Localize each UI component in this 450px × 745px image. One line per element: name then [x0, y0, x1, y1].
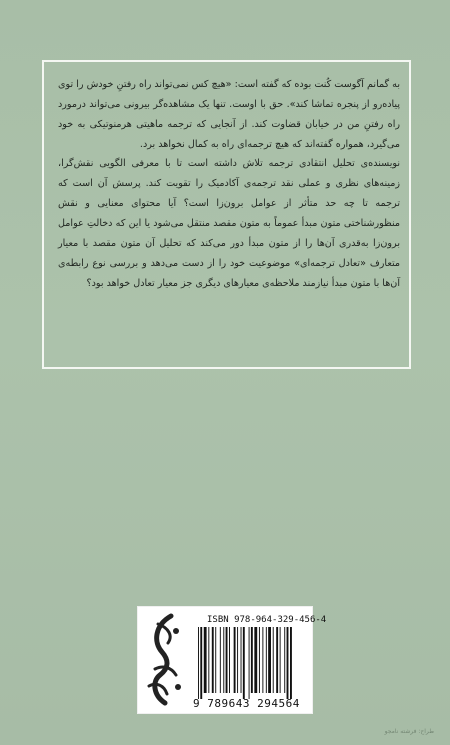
barcode-bar: [223, 627, 224, 693]
barcode-bar: [241, 627, 242, 693]
barcode-bar: [276, 627, 278, 693]
barcode-bar: [254, 627, 257, 693]
barcode-bar: [229, 627, 230, 693]
barcode-bar: [220, 627, 221, 693]
barcode-number: 9 789643 294564: [193, 697, 300, 710]
barcode-bar: [237, 627, 238, 693]
barcode-bar: [280, 627, 281, 693]
barcode-bar: [198, 627, 199, 699]
blurb-paragraph-1: به گمانم آگوست کُنت بوده که گفته است: «هیچ کس نمی‌تواند راه رفتنِ خودش را توی پیاده‌رو از پنجره تماشا کند». حق با اوست. تنها یک مشاهده‌گر بیرونی می‌تواند درمورد راه رفتنِ من در خیابان قضاوت کند. از آنجایی که ترجمه ماهیتی هرمنوتیکی به خود می‌گیرد، همواره گفته‌اند که هیچ ترجمه‌ای راه به کمال نخواهد برد.: [58, 79, 400, 150]
barcode-bar: [234, 627, 236, 693]
barcode-bar: [290, 627, 292, 699]
barcode-bar: [208, 627, 209, 693]
barcode-bar: [273, 627, 274, 693]
barcode-bar: [262, 627, 263, 693]
designer-credit: طراح: فرشته نامجو: [384, 728, 434, 735]
barcode-bar: [266, 627, 267, 693]
barcode-bar: [200, 627, 202, 699]
barcode-bar: [259, 627, 260, 693]
barcode-bar: [251, 627, 253, 693]
barcode-bar: [287, 627, 289, 699]
barcode-bar: [268, 627, 271, 693]
blurb-paragraph-2: نویسنده‌ی تحلیل انتقادی ترجمه تلاش داشته است تا با معرفی الگویی نقش‌گرا، زمینه‌های نظری و عملی نقد ترجمه‌ی آکادمیک را تقویت کند. پرسش آن است که ترجمه تا چه حد متأثر از عوامل برون‌زا است؟ آیا محتوای معنایی و نقش منظورشناختی متون مبدأ عموماً به متون مقصد منتقل می‌شود یا این که دخالتِ عوامل برون‌زا به‌قدری آن‌ها را از متون مبدأ دور می‌کند که تحلیل آن متون مقصد با معیار متعارف «تعادل ترجمه‌ای» موضوعیت خود را از دست می‌دهد و بررسی نوع رابطه‌ی آن‌ها با متون مبدأ نیازمند ملاحظه‌ی معیارهای دیگری جز معیار تعادل خواهد بود؟: [58, 158, 400, 289]
barcode-bar: [284, 627, 285, 693]
barcode-bar: [226, 627, 228, 693]
barcode-panel: [137, 606, 327, 714]
barcode-bar: [249, 627, 250, 699]
isbn-label: ISBN 978-964-329-456-4: [207, 615, 327, 625]
publisher-logo-icon: [142, 611, 189, 710]
barcode-bar: [212, 627, 214, 693]
barcode-bar: [243, 627, 245, 699]
barcode-bar: [204, 627, 207, 693]
barcode-bar: [215, 627, 216, 693]
